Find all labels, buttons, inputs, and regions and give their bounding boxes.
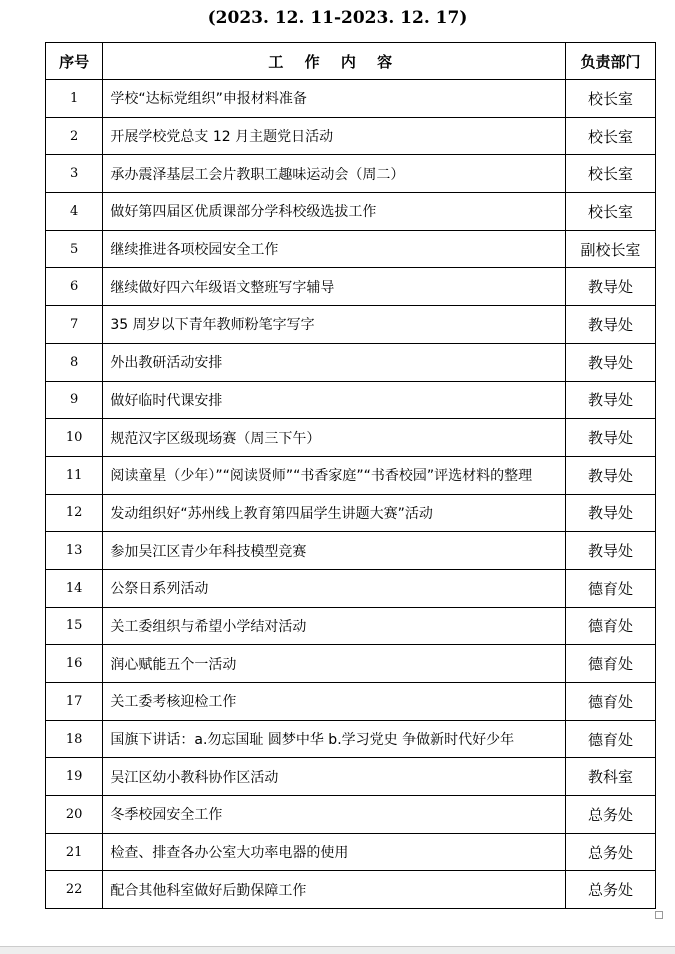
row-number: 21 (46, 833, 103, 871)
table-row (46, 117, 656, 155)
row-content: 吴江区幼小教科协作区活动 (103, 758, 566, 796)
row-dept: 德育处 (566, 645, 656, 683)
table-row (46, 155, 656, 193)
row-content: 国旗下讲话：a.勿忘国耻 圆梦中华 b.学习党史 争做新时代好少年 (103, 720, 566, 758)
document-title: (2023. 12. 11-2023. 12. 17) (207, 8, 468, 28)
header-content: 工 作 内 容 (103, 43, 566, 80)
row-dept: 校长室 (566, 117, 656, 155)
row-dept: 总务处 (566, 833, 656, 871)
row-number: 10 (46, 419, 103, 457)
table-row (46, 532, 656, 570)
row-dept: 德育处 (566, 607, 656, 645)
row-number: 11 (46, 456, 103, 494)
row-number: 13 (46, 532, 103, 570)
row-number: 2 (46, 117, 103, 155)
row-content: 做好第四届区优质课部分学科校级选拔工作 (103, 193, 566, 231)
table-row (46, 381, 656, 419)
row-dept: 总务处 (566, 796, 656, 834)
row-number: 3 (46, 155, 103, 193)
table-row (46, 720, 656, 758)
row-content: 外出教研活动安排 (103, 343, 566, 381)
table-row (46, 758, 656, 796)
row-dept: 德育处 (566, 683, 656, 721)
table-row (46, 419, 656, 457)
row-content: 阅读童星（少年）”“阅读贤师”“书香家庭”“书香校园”评选材料的整理 (103, 456, 566, 494)
row-dept: 教导处 (566, 494, 656, 532)
table-row (46, 645, 656, 683)
row-dept: 校长室 (566, 80, 656, 118)
table-row (46, 343, 656, 381)
table-row (46, 230, 656, 268)
table-resize-handle[interactable] (655, 911, 663, 919)
table-body (46, 80, 656, 909)
row-content: 参加吴江区青少年科技模型竞赛 (103, 532, 566, 570)
row-dept: 德育处 (566, 569, 656, 607)
table-row (46, 796, 656, 834)
row-content: 继续推进各项校园安全工作 (103, 230, 566, 268)
table-header-row (46, 43, 656, 80)
row-number: 8 (46, 343, 103, 381)
row-dept: 教导处 (566, 343, 656, 381)
row-number: 19 (46, 758, 103, 796)
row-content: 做好临时代课安排 (103, 381, 566, 419)
row-dept: 教导处 (566, 306, 656, 344)
row-dept: 校长室 (566, 155, 656, 193)
row-dept: 教导处 (566, 532, 656, 570)
table-row (46, 456, 656, 494)
row-dept: 德育处 (566, 720, 656, 758)
row-dept: 总务处 (566, 871, 656, 909)
row-content: 关工委组织与希望小学结对活动 (103, 607, 566, 645)
table-row (46, 833, 656, 871)
row-dept: 副校长室 (566, 230, 656, 268)
row-number: 18 (46, 720, 103, 758)
row-number: 4 (46, 193, 103, 231)
table-row (46, 494, 656, 532)
table-row (46, 569, 656, 607)
row-number: 17 (46, 683, 103, 721)
row-content: 检查、排查各办公室大功率电器的使用 (103, 833, 566, 871)
row-dept: 教科室 (566, 758, 656, 796)
table-row (46, 306, 656, 344)
row-content: 学校“达标党组织”申报材料准备 (103, 80, 566, 118)
row-number: 20 (46, 796, 103, 834)
row-number: 7 (46, 306, 103, 344)
row-content: 发动组织好“苏州线上教育第四届学生讲题大赛”活动 (103, 494, 566, 532)
row-content: 公祭日系列活动 (103, 569, 566, 607)
row-dept: 教导处 (566, 381, 656, 419)
row-number: 15 (46, 607, 103, 645)
row-dept: 教导处 (566, 268, 656, 306)
row-number: 12 (46, 494, 103, 532)
table-row (46, 193, 656, 231)
row-content: 配合其他科室做好后勤保障工作 (103, 871, 566, 909)
row-number: 14 (46, 569, 103, 607)
row-dept: 校长室 (566, 193, 656, 231)
header-dept: 负责部门 (566, 43, 656, 80)
table-row (46, 607, 656, 645)
row-content: 35 周岁以下青年教师粉笔字写字 (103, 306, 566, 344)
row-content: 关工委考核迎检工作 (103, 683, 566, 721)
table-row (46, 683, 656, 721)
row-dept: 教导处 (566, 419, 656, 457)
header-no: 序号 (46, 43, 103, 80)
row-number: 5 (46, 230, 103, 268)
row-number: 6 (46, 268, 103, 306)
row-number: 16 (46, 645, 103, 683)
row-number: 9 (46, 381, 103, 419)
table-row (46, 871, 656, 909)
row-content: 继续做好四六年级语文整班写字辅导 (103, 268, 566, 306)
row-content: 润心赋能五个一活动 (103, 645, 566, 683)
row-content: 承办震泽基层工会片教职工趣味运动会（周二） (103, 155, 566, 193)
row-number: 22 (46, 871, 103, 909)
work-schedule-table (45, 42, 656, 909)
table-row (46, 268, 656, 306)
row-dept: 教导处 (566, 456, 656, 494)
table-row (46, 80, 656, 118)
row-content: 开展学校党总支 12 月主题党日活动 (103, 117, 566, 155)
row-content: 规范汉字区级现场赛（周三下午） (103, 419, 566, 457)
row-number: 1 (46, 80, 103, 118)
row-content: 冬季校园安全工作 (103, 796, 566, 834)
